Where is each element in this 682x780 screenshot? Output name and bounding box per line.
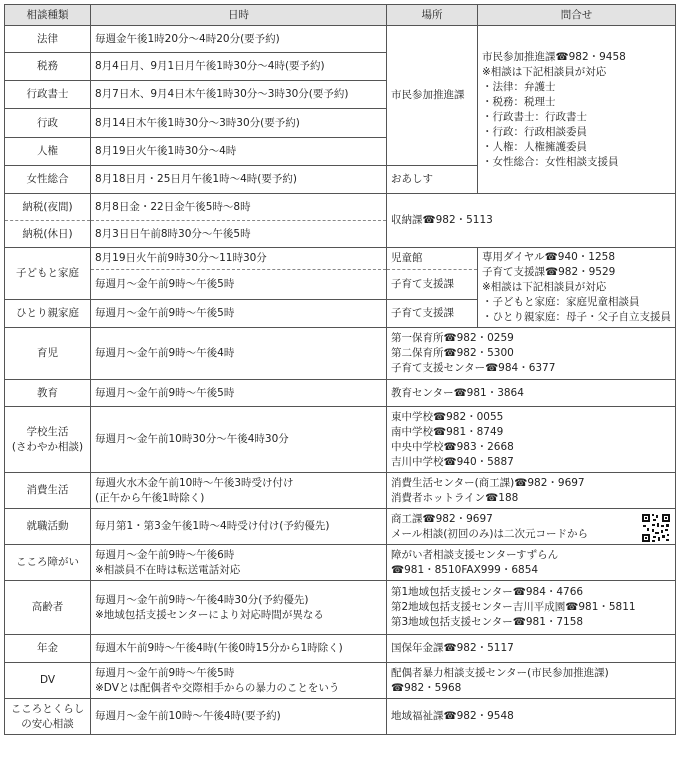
contact-line: 消費生活センター(商工課)☎982・9697 — [391, 476, 585, 489]
place-contact-cell — [387, 407, 676, 473]
datetime-cell: 8月19日火午後1時30分～4時 — [91, 138, 387, 166]
datetime-cell: 毎週月～金午前9時～午後4時 — [91, 328, 387, 380]
datetime-cell: 毎月第1・第3金午後1時～4時受け付け(予約優先) — [91, 509, 387, 545]
place-contact-cell — [387, 663, 676, 699]
place-contact-cell — [387, 328, 676, 380]
contact-line: メール相談(初回のみ)は二次元コードから — [391, 527, 588, 540]
contact-cell — [478, 26, 676, 194]
contact-line: ※相談は下記相談員が対応 — [482, 281, 607, 293]
type-cell: 女性総合 — [5, 166, 91, 194]
place-cell: おあしす — [387, 166, 478, 194]
table-row — [5, 328, 676, 380]
contact-line: ☎982・5968 — [391, 681, 462, 694]
contact-line: 第2地域包括支援センター吉川平成園☎981・5811 — [391, 601, 636, 613]
contact-line: ※相談は下記相談員が対応 — [482, 65, 607, 78]
qr-code-icon[interactable] — [641, 513, 671, 543]
contact-line: ・人権：人権擁護委員 — [482, 140, 587, 153]
table-row — [5, 248, 676, 270]
datetime-cell: 8月8日金・22日金午後5時～8時 — [91, 194, 387, 221]
contact-line: 東中学校☎982・0055 — [391, 410, 504, 423]
header-datetime: 日時 — [91, 5, 387, 26]
contact-line: ・子どもと家庭：家庭児童相談員 — [482, 296, 640, 308]
datetime-cell — [91, 663, 387, 699]
datetime-cell: 毎週月～金午前10時～午後4時(要予約) — [91, 699, 387, 735]
contact-line: ・法律：弁護士 — [482, 80, 556, 93]
contact-line: ☎981・8510FAX999・6854 — [391, 563, 539, 576]
place-contact-cell: 国保年金課☎982・5117 — [387, 635, 676, 663]
type-cell: DV — [5, 663, 91, 699]
table-row — [5, 26, 676, 53]
place-contact-cell: 収納課☎982・5113 — [387, 194, 676, 248]
table-row — [5, 380, 676, 407]
datetime-cell: 8月14日木午後1時30分～3時30分(要予約) — [91, 109, 387, 138]
datetime-cell: 毎週月～金午前9時～午後5時 — [91, 380, 387, 407]
header-row — [5, 5, 676, 26]
contact-line: ・税務：税理士 — [482, 95, 556, 108]
contact-line: 第1地域包括支援センター☎984・4766 — [391, 586, 584, 598]
contact-line: ・女性総合：女性相談支援員 — [482, 155, 619, 168]
contact-line: 第一保育所☎982・0259 — [391, 332, 514, 344]
table-row — [5, 194, 676, 221]
type-line: の安心相談 — [21, 717, 74, 730]
contact-line: 市民参加推進課☎982・9458 — [482, 50, 626, 63]
table-row — [5, 509, 676, 545]
datetime-cell: 毎週月～金午前9時～午後5時 — [91, 270, 387, 300]
table-row — [5, 407, 676, 473]
datetime-line: ※地域包括支援センターにより対応時間が異なる — [95, 608, 324, 621]
type-cell: こころ障がい — [5, 545, 91, 581]
type-line: (さわやか相談) — [11, 440, 84, 453]
type-cell: 育児 — [5, 328, 91, 380]
datetime-line: 毎週火水木金午前10時～午後3時受け付け — [95, 476, 294, 489]
type-cell: 年金 — [5, 635, 91, 663]
place-contact-cell — [387, 509, 676, 545]
place-contact-cell: 地域福祉課☎982・9548 — [387, 699, 676, 735]
place-cell: 子育て支援課 — [387, 270, 478, 300]
contact-line: 消費者ホットライン☎188 — [391, 491, 519, 504]
contact-line: 南中学校☎981・8749 — [391, 425, 504, 438]
place-cell: 児童館 — [387, 248, 478, 270]
contact-line: ・行政：行政相談委員 — [482, 125, 587, 138]
datetime-cell: 8月19日火午前9時30分～11時30分 — [91, 248, 387, 270]
place-cell: 市民参加推進課 — [387, 26, 478, 166]
header-type: 相談種類 — [5, 5, 91, 26]
type-cell — [5, 699, 91, 735]
type-cell: 高齢者 — [5, 581, 91, 635]
datetime-line: ※DVとは配偶者や交際相手からの暴力のことをいう — [95, 681, 340, 694]
type-cell: ひとり親家庭 — [5, 300, 91, 328]
contact-line: ・ひとり親家庭：母子・父子自立支援員 — [482, 311, 671, 323]
type-cell: 人権 — [5, 138, 91, 166]
type-line: 学校生活 — [26, 425, 69, 438]
place-contact-cell — [387, 545, 676, 581]
type-cell: 子どもと家庭 — [5, 248, 91, 300]
datetime-line: 毎週月～金午前9時～午後5時 — [95, 666, 235, 679]
contact-line: 子育て支援課☎982・9529 — [482, 266, 616, 278]
datetime-cell — [91, 473, 387, 509]
datetime-cell: 8月18日月・25日月午後1時～4時(要予約) — [91, 166, 387, 194]
datetime-cell: 毎週木午前9時～午後4時(午後0時15分から1時除く) — [91, 635, 387, 663]
contact-line: 子育て支援センター☎984・6377 — [391, 362, 556, 374]
type-cell: 行政書士 — [5, 81, 91, 109]
datetime-cell: 毎週金午後1時20分～4時20分(要予約) — [91, 26, 387, 53]
table-row — [5, 545, 676, 581]
contact-line: 吉川中学校☎940・5887 — [391, 455, 514, 468]
place-contact-cell — [387, 581, 676, 635]
contact-line: 第3地域包括支援センター☎981・7158 — [391, 616, 584, 628]
type-cell: 税務 — [5, 53, 91, 81]
type-cell: 法律 — [5, 26, 91, 53]
datetime-cell: 8月3日日午前8時30分～午後5時 — [91, 221, 387, 248]
contact-line: ・行政書士：行政書士 — [482, 110, 587, 123]
contact-line: 配偶者暴力相談支援センター(市民参加推進課) — [391, 666, 609, 679]
table-row — [5, 635, 676, 663]
header-place: 場所 — [387, 5, 478, 26]
datetime-line: 毎週月～金午前9時～午後6時 — [95, 548, 235, 561]
datetime-line: 毎週月～金午前9時～午後4時30分(予約優先) — [95, 593, 309, 606]
type-cell — [5, 407, 91, 473]
table-row — [5, 581, 676, 635]
datetime-cell — [91, 545, 387, 581]
contact-line: 障がい者相談支援センターすずらん — [391, 548, 559, 561]
type-cell: 教育 — [5, 380, 91, 407]
datetime-line: ※相談員不在時は転送電話対応 — [95, 563, 241, 576]
contact-line: 中央中学校☎983・2668 — [391, 440, 514, 453]
type-line: こころとくらし — [10, 702, 85, 715]
datetime-line: (正午から午後1時除く) — [95, 491, 205, 504]
table-row — [5, 699, 676, 735]
header-contact: 問合せ — [478, 5, 676, 26]
consultation-table-wrapper — [4, 4, 676, 735]
datetime-cell: 毎週月～金午前10時30分～午後4時30分 — [91, 407, 387, 473]
contact-line: 専用ダイヤル☎940・1258 — [482, 251, 616, 263]
place-contact-cell — [387, 473, 676, 509]
type-cell: 消費生活 — [5, 473, 91, 509]
type-cell: 納税(休日) — [5, 221, 91, 248]
contact-line: 第二保育所☎982・5300 — [391, 347, 514, 359]
datetime-cell: 8月4日月、9月1日月午後1時30分～4時(要予約) — [91, 53, 387, 81]
datetime-cell — [91, 581, 387, 635]
datetime-cell: 毎週月～金午前9時～午後5時 — [91, 300, 387, 328]
datetime-cell: 8月7日木、9月4日木午後1時30分～3時30分(要予約) — [91, 81, 387, 109]
contact-line: 商工課☎982・9697 — [391, 512, 493, 525]
place-cell: 子育て支援課 — [387, 300, 478, 328]
contact-cell — [478, 248, 676, 328]
place-contact-cell: 教育センター☎981・3864 — [387, 380, 676, 407]
consultation-table — [4, 4, 676, 735]
type-cell: 行政 — [5, 109, 91, 138]
table-row — [5, 663, 676, 699]
table-row — [5, 473, 676, 509]
type-cell: 納税(夜間) — [5, 194, 91, 221]
type-cell: 就職活動 — [5, 509, 91, 545]
